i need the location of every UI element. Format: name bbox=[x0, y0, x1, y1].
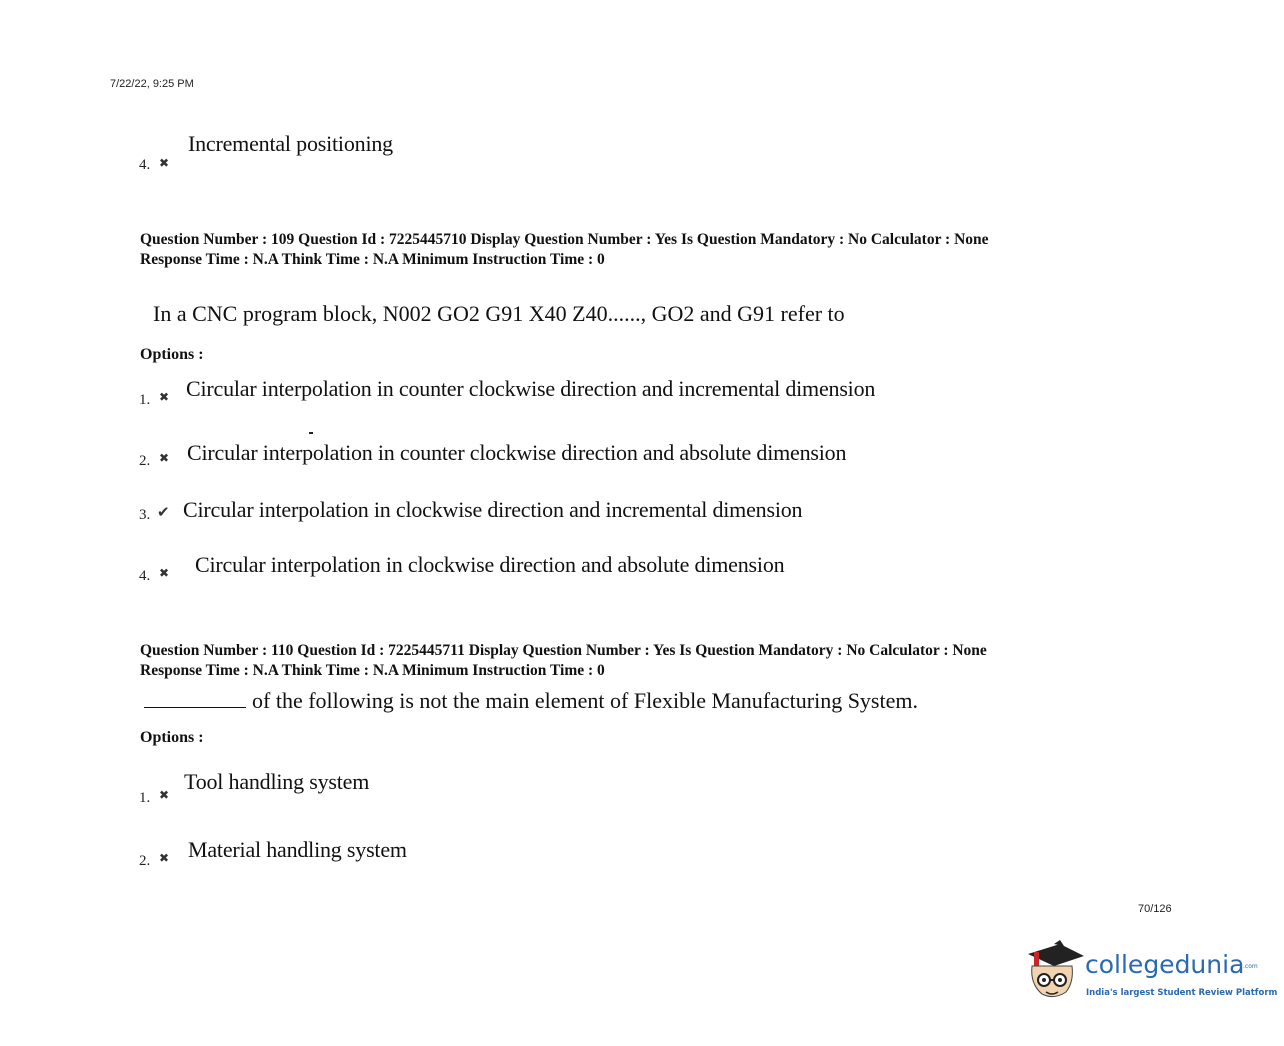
cross-icon: ✖ bbox=[159, 788, 170, 802]
cross-icon: ✖ bbox=[159, 851, 170, 865]
logo-wordmark: collegedunia bbox=[1085, 950, 1245, 979]
q109-meta-line2: Response Time : N.A Think Time : N.A Minimum Instruction Time : 0 bbox=[140, 251, 605, 268]
q109-option-4-number: 4. bbox=[139, 568, 151, 584]
q109-option-1-number: 1. bbox=[139, 392, 151, 408]
cross-icon: ✖ bbox=[159, 390, 170, 404]
print-timestamp: 7/22/22, 9:25 PM bbox=[110, 78, 194, 90]
logo-suffix: .com bbox=[1243, 963, 1258, 970]
q110-meta-line2: Response Time : N.A Think Time : N.A Minimum Instruction Time : 0 bbox=[140, 662, 605, 679]
cross-icon: ✖ bbox=[159, 566, 170, 580]
prev-option-number: 4. bbox=[139, 157, 151, 173]
q109-option-2-number: 2. bbox=[139, 453, 151, 469]
q110-option-2-number: 2. bbox=[139, 853, 151, 869]
answer-blank bbox=[144, 691, 246, 708]
q110-question-text: of the following is not the main element of Flexible Manufacturing System. bbox=[252, 688, 918, 713]
q109-meta bbox=[140, 230, 989, 270]
q110-meta bbox=[140, 641, 987, 681]
q109-option-3-text: Circular interpolation in clockwise direction and incremental dimension bbox=[183, 497, 803, 522]
page-number: 70/126 bbox=[1138, 903, 1172, 915]
check-icon: ✔ bbox=[157, 505, 170, 521]
q109-options-label: Options : bbox=[140, 346, 204, 363]
q110-meta-line1: Question Number : 110 Question Id : 7225445711 Display Question Number : Yes Is Question Mandatory : No Calculator : None bbox=[140, 642, 987, 659]
prev-option-text: Incremental positioning bbox=[188, 131, 393, 156]
q109-meta-line1: Question Number : 109 Question Id : 7225445710 Display Question Number : Yes Is Question Mandatory : No Calculator : None bbox=[140, 231, 989, 248]
scan-artifact bbox=[309, 432, 313, 434]
q109-option-1-text: Circular interpolation in counter clockwise direction and incremental dimension bbox=[186, 376, 876, 401]
logo-tagline: India's largest Student Review Platform bbox=[1086, 988, 1278, 998]
q110-options-label: Options : bbox=[140, 729, 204, 746]
cross-icon: ✖ bbox=[159, 156, 170, 170]
q110-option-2-text: Material handling system bbox=[188, 837, 407, 862]
q109-question-text: In a CNC program block, N002 GO2 G91 X40 Z40......, GO2 and G91 refer to bbox=[153, 301, 845, 326]
q109-option-4-text: Circular interpolation in clockwise direction and absolute dimension bbox=[195, 552, 785, 577]
q110-option-1-number: 1. bbox=[139, 790, 151, 806]
q109-option-3-number: 3. bbox=[139, 507, 151, 523]
mascot-logo-icon bbox=[1024, 940, 1086, 1010]
q110-option-1-text: Tool handling system bbox=[184, 769, 370, 794]
q109-option-2-text: Circular interpolation in counter clockwise direction and absolute dimension bbox=[187, 440, 847, 465]
cross-icon: ✖ bbox=[159, 451, 170, 465]
q110-question bbox=[144, 688, 918, 714]
